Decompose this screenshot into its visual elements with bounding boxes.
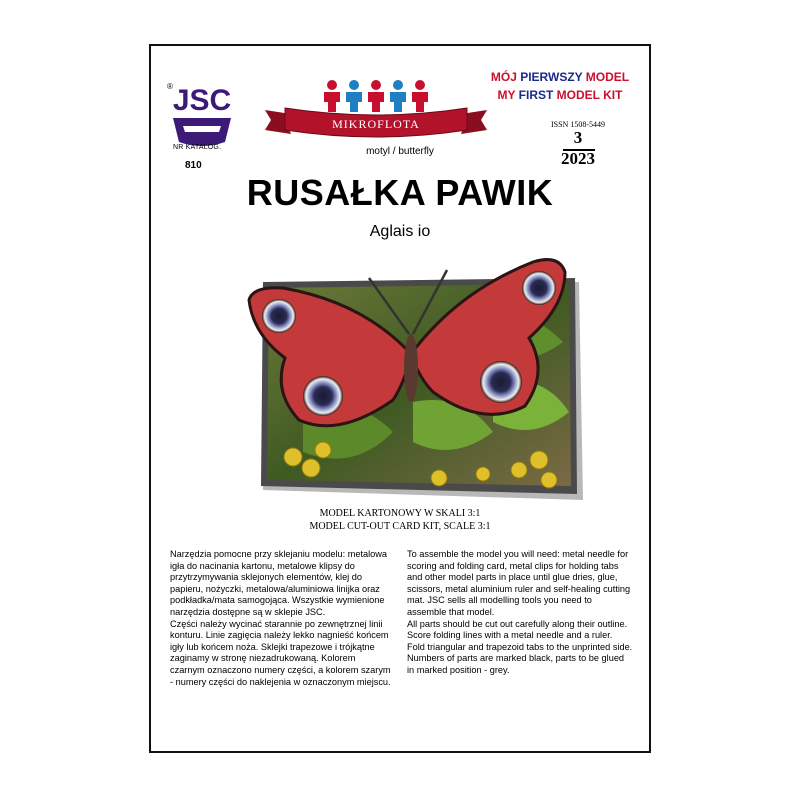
model-subject: motyl / butterfly [366, 146, 434, 157]
instructions-pl-paragraph: Narzędzia pomocne przy sklejaniu modelu: metalowa igła do nacinania kartonu, metalowe klipsy do przytrzymywania sklejonych elementów, klej do papieru, nożyczki, metalowa/aluminiowa linijka oraz podkładka/mata samogojąca. Wszystkie wymienione narzędzia dostępne są w sklepie JSC. [170, 549, 388, 617]
scale-en: MODEL CUT-OUT CARD KIT, SCALE 3:1 [309, 521, 491, 532]
series-title-en: MY FIRST MODEL KIT [497, 88, 623, 102]
issue-number: 3 [573, 128, 583, 147]
jsc-logo-text: JSC [172, 84, 232, 117]
catalog-label: NR KATALOG. [173, 144, 222, 151]
instructions-en [407, 549, 633, 677]
latin-name: Aglais io [369, 223, 431, 240]
jsc-logo-icon [169, 80, 235, 146]
butterfly-photo [243, 242, 583, 504]
instructions-en-paragraph: Fold triangular and trapezoid tabs to the unprinted side. Numbers of parts are marked black, parts to be glued in marked position - grey. [407, 641, 633, 675]
instructions-en-paragraph: All parts should be cut out carefully along their outline. Score folding lines with a metal needle and a ruler. [407, 618, 628, 641]
instructions-pl [170, 549, 392, 688]
instructions-en-paragraph: To assemble the model you will need: metal needle for scoring and folding card, metal clips for holding tabs and other model parts in place until glue dries, glue, scissors, metal aluminium ruler and self-healing cutting mat. JSC sells all modelling tools you need to assemble that model. [407, 549, 631, 617]
cover-page [149, 44, 651, 753]
page-title: RUSAŁKA PAWIK [246, 172, 554, 213]
issn: ISSN 1508-5449 [550, 120, 605, 129]
registered-mark: ® [167, 82, 173, 91]
series-title-pl: MÓJ PIERWSZY MODEL [490, 70, 630, 84]
scale-pl: MODEL KARTONOWY W SKALI 3:1 [319, 508, 481, 519]
issue-year: 2023 [561, 149, 595, 168]
instructions-pl-paragraph: Części należy wycinać starannie po zewnętrznej linii konturu. Linie zagięcia należy lekko nagnieść końcem igły lub końcem noża. Sklejki trapezowe i trójkątne zaginamy w stronę niezadrukowaną. Kolorem czarnym oznaczono numery części, a kolorem szarym - numery części do naklejenia w oznaczonym miejscu. [170, 618, 391, 687]
series-name: MIKROFLOTA [332, 117, 420, 131]
catalog-number: 810 [185, 160, 202, 171]
